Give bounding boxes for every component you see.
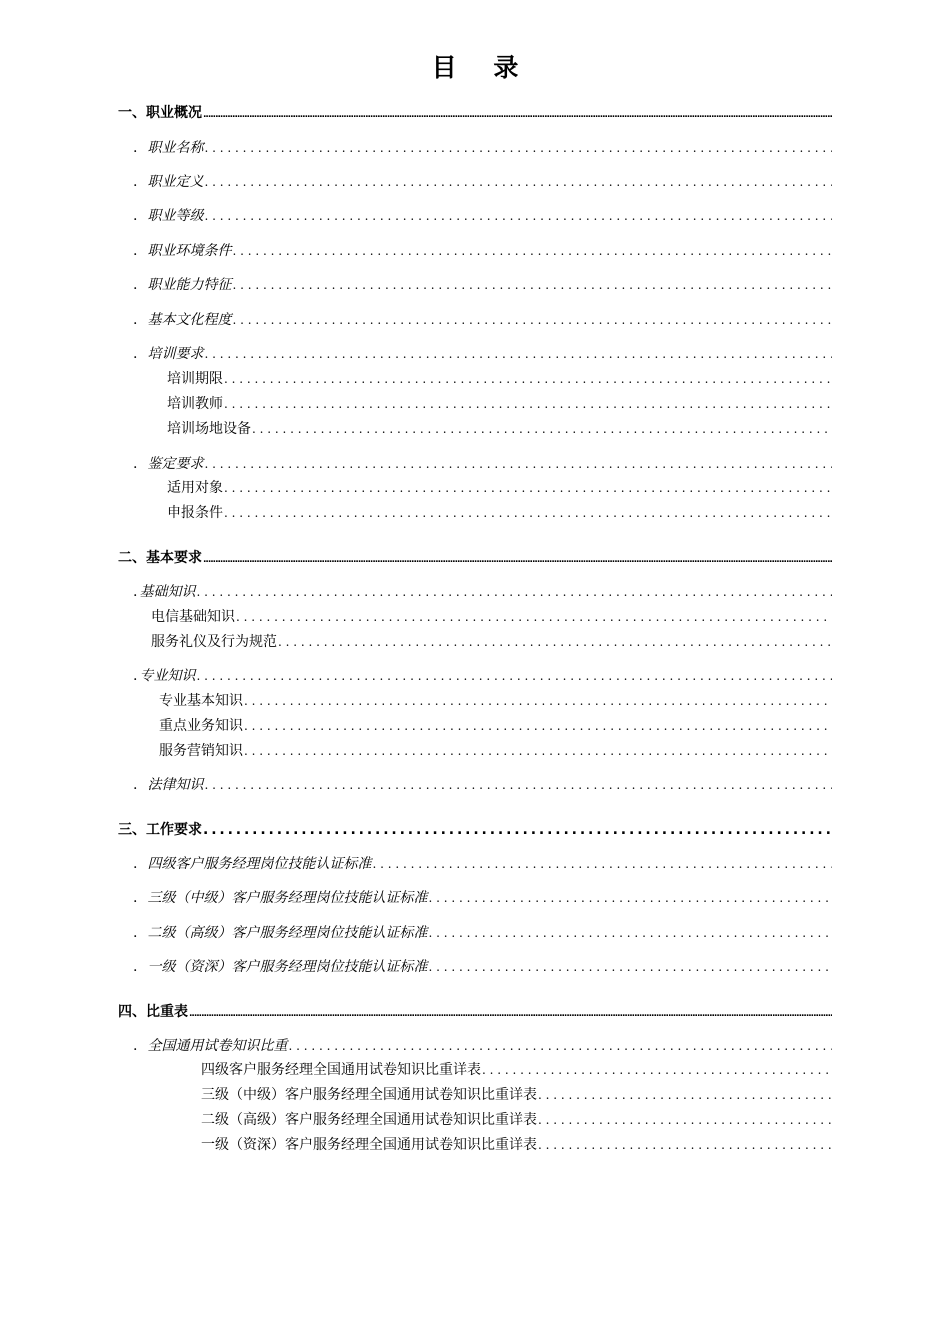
toc-heading-3[interactable] [118,819,832,839]
dot-leader [203,555,832,565]
toc-entry[interactable]: . 一级（资深）客户服务经理岗位技能认证标准 . . . [133,956,832,976]
toc-label: 电信基础知识 [151,609,235,625]
dot-leader [204,175,832,189]
dot-leader [232,278,832,292]
dot-leader [204,778,832,792]
toc-subentry[interactable] [159,690,832,710]
dot-leader [278,635,832,649]
dot-leader [196,585,832,599]
toc-subentry[interactable] [151,631,832,651]
dot-leader [224,481,832,495]
toc-heading-1[interactable] [118,102,832,122]
toc-label: 一级（资深）客户服务经理岗位技能认证标准 [147,959,428,975]
toc-label: 四级客户服务经理岗位技能认证标准 [147,856,372,872]
dot-leader [244,694,832,708]
dot-leader [232,313,832,327]
dot-leader [203,822,832,838]
page-title: 目 录 [431,53,533,82]
toc-entry[interactable]: . 二级（高级）客户服务经理岗位技能认证标准 . . . [133,922,832,942]
toc-label: 培训场地设备 [167,421,251,437]
toc-subentry[interactable] [167,393,832,413]
toc-label: 服务礼仪及行为规范 [151,634,277,650]
toc-subentry[interactable] [201,1109,832,1129]
toc-label: 申报条件 [167,505,223,521]
toc-subentry[interactable] [159,740,832,760]
toc-subentry[interactable] [167,368,832,388]
dot-leader [372,857,832,871]
toc-label: 重点业务知识 [159,718,243,734]
toc-entry[interactable]: . 职业等级 . . . [133,205,832,225]
dot-leader [236,610,832,624]
toc-heading-2[interactable] [118,547,832,567]
toc-entry[interactable]: . 职业能力特征 . . . [133,274,832,294]
toc-subentry[interactable] [167,418,832,438]
dot-leader [204,457,832,471]
dot-leader [482,1063,832,1077]
toc-label: 二级（高级）客户服务经理岗位技能认证标准 [147,925,428,941]
toc-label: 专业知识 [139,668,196,684]
toc-label: 一级（资深）客户服务经理全国通用试卷知识比重详表 [201,1137,537,1153]
toc-label: 培训要求 [147,346,204,362]
toc-label: 培训期限 [167,371,223,387]
dot-leader [224,372,832,386]
toc-entry[interactable]: . 四级客户服务经理岗位技能认证标准 . . . [133,853,832,873]
dot-leader [288,1039,832,1053]
toc-subentry[interactable] [151,606,832,626]
dot-leader [428,960,832,974]
toc-label: 二、基本要求 [118,550,202,566]
toc-label: 服务营销知识 [159,743,243,759]
toc-label: 职业定义 [147,174,204,190]
toc-entry[interactable]: . 专业知识 . . . [133,665,832,685]
dot-leader [244,744,832,758]
dot-leader [428,926,832,940]
toc-heading-4[interactable] [118,1001,832,1021]
dot-leader [196,669,832,683]
dot-leader [203,110,832,120]
toc-entry[interactable]: . 法律知识 . . . [133,774,832,794]
toc-entry[interactable]: . 培训要求 . . . [133,343,832,363]
toc-label: 四级客户服务经理全国通用试卷知识比重详表 [201,1062,481,1078]
toc-label: 基本文化程度 [147,312,232,328]
toc-label: 三级（中级）客户服务经理岗位技能认证标准 [147,890,428,906]
toc-entry[interactable]: . 全国通用试卷知识比重 . . . [133,1035,832,1055]
dot-leader [204,209,832,223]
toc-subentry[interactable] [201,1084,832,1104]
toc-entry[interactable]: . 职业名称 . . . [133,137,832,157]
dot-leader [224,397,832,411]
dot-leader [232,244,832,258]
toc-entry[interactable]: . 职业环境条件 . . . [133,240,832,260]
toc-label: 专业基本知识 [159,693,243,709]
toc-label: 三级（中级）客户服务经理全国通用试卷知识比重详表 [201,1087,537,1103]
toc-subentry[interactable] [167,477,832,497]
dot-leader [189,1009,832,1019]
toc-label: 法律知识 [147,777,204,793]
toc-entry[interactable]: . 基本文化程度 . . . [133,309,832,329]
dot-leader [204,141,832,155]
toc-label: 培训教师 [167,396,223,412]
toc-label: 二级（高级）客户服务经理全国通用试卷知识比重详表 [201,1112,537,1128]
toc-subentry[interactable] [201,1134,832,1154]
toc-label: 一、职业概况 [118,105,202,121]
dot-leader [252,422,832,436]
toc-entry[interactable]: . 三级（中级）客户服务经理岗位技能认证标准 . . . [133,887,832,907]
toc-subentry[interactable] [159,715,832,735]
dot-leader [538,1138,832,1152]
toc-label: 全国通用试卷知识比重 [147,1038,288,1054]
toc-label: 职业环境条件 [147,243,232,259]
dot-leader [244,719,832,733]
dot-leader [538,1113,832,1127]
toc-subentry[interactable] [201,1059,832,1079]
toc-subentry[interactable] [167,502,832,522]
toc-label: 职业能力特征 [147,277,232,293]
toc-entry[interactable]: . 基础知识 . . . [133,581,832,601]
toc-label: 鉴定要求 [147,456,204,472]
toc-label: 四、比重表 [118,1004,188,1020]
dot-leader [204,347,832,361]
toc-label: 职业等级 [147,208,204,224]
dot-leader [428,891,832,905]
toc-entry[interactable]: . 职业定义 . . . [133,171,832,191]
toc-label: 三、工作要求 [118,822,202,838]
dot-leader [224,506,832,520]
dot-leader [538,1088,832,1102]
toc-label: 适用对象 [167,480,223,496]
toc-label: 基础知识 [139,584,196,600]
toc-label: 职业名称 [147,140,204,156]
toc-entry[interactable]: . 鉴定要求 . . . [133,453,832,473]
